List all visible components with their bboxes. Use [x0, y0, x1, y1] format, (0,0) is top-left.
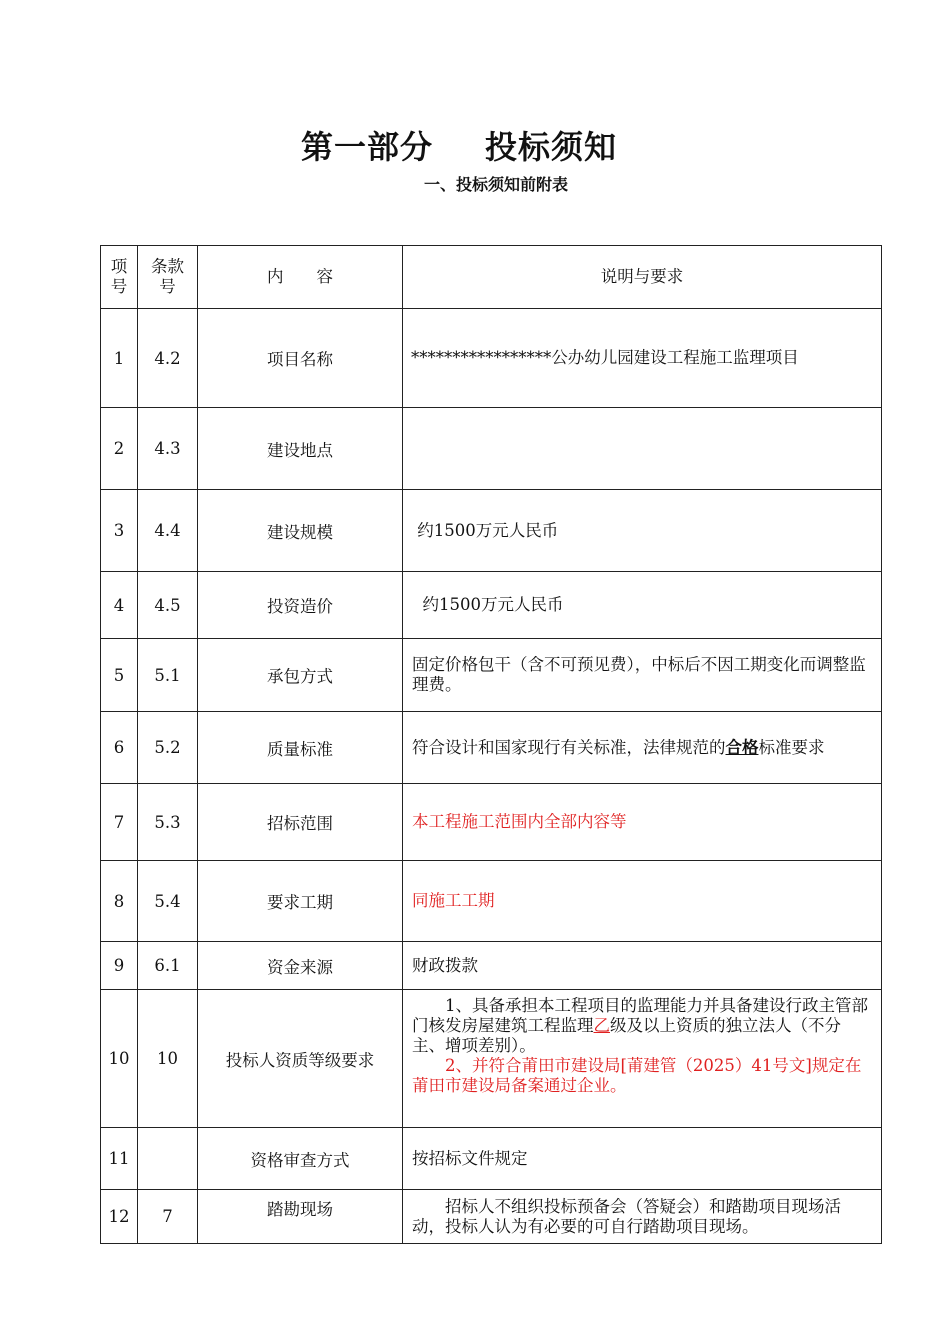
row-content: 建设规模	[198, 490, 403, 572]
table-row	[101, 1190, 882, 1244]
row-desc: 同施工工期	[403, 861, 882, 942]
quality-grade: 合格	[725, 737, 759, 757]
row-desc: 本工程施工范围内全部内容等	[403, 784, 882, 861]
row-content: 承包方式	[198, 639, 403, 712]
table-row	[101, 712, 882, 784]
quality-text: 符合设计和国家现行有关标准，法律规范的	[412, 737, 726, 757]
row-clause: 5.2	[138, 712, 198, 784]
row-desc: 约1500万元人民币	[403, 572, 882, 639]
row-content: 踏勘现场	[198, 1190, 403, 1244]
row-clause: 5.4	[138, 861, 198, 942]
qualification-para-1: 1、具备承担本工程项目的监理能力并具备建设行政主管部门核发房屋建筑工程监理乙级及以上资质的独立法人（不分主、增项差别）。	[412, 996, 868, 1055]
row-clause: 4.4	[138, 490, 198, 572]
row-clause: 5.3	[138, 784, 198, 861]
row-no: 12	[101, 1190, 138, 1244]
row-desc	[403, 712, 882, 784]
row-no: 2	[101, 408, 138, 490]
header-desc: 说明与要求	[403, 246, 882, 309]
row-content: 资金来源	[198, 942, 403, 990]
row-clause: 10	[138, 990, 198, 1128]
row-clause: 5.1	[138, 639, 198, 712]
row-content: 投资造价	[198, 572, 403, 639]
qualification-grade: 乙	[593, 1016, 610, 1035]
row-content: 建设地点	[198, 408, 403, 490]
row-content: 要求工期	[198, 861, 403, 942]
row-desc: 约1500万元人民币	[403, 490, 882, 572]
qualification-para-2: 2、并符合莆田市建设局[莆建管（2025）41号文]规定在莆田市建设局备案通过企业。	[412, 1056, 862, 1095]
row-clause: 6.1	[138, 942, 198, 990]
table-row	[101, 408, 882, 490]
table-row	[101, 309, 882, 408]
row-no: 5	[101, 639, 138, 712]
row-desc: 招标人不组织投标预备会（答疑会）和踏勘项目现场活动，投标人认为有必要的可自行踏勘项目现场。	[403, 1190, 882, 1244]
row-content: 项目名称	[198, 309, 403, 408]
quality-text-tail: 标准要求	[758, 737, 825, 757]
row-no: 9	[101, 942, 138, 990]
row-desc	[403, 990, 882, 1128]
table-row	[101, 861, 882, 942]
header-item-no: 项号	[101, 246, 138, 309]
row-desc: *****************公办幼儿园建设工程施工监理项目	[403, 309, 882, 408]
table-row	[101, 990, 882, 1128]
row-clause: 4.3	[138, 408, 198, 490]
row-no: 3	[101, 490, 138, 572]
row-no: 7	[101, 784, 138, 861]
table-row	[101, 1128, 882, 1190]
row-no: 10	[101, 990, 138, 1128]
row-desc: 财政拨款	[403, 942, 882, 990]
row-no: 11	[101, 1128, 138, 1190]
table-row	[101, 572, 882, 639]
row-no: 8	[101, 861, 138, 942]
title-part-2: 投标须知	[485, 128, 618, 166]
row-clause: 4.5	[138, 572, 198, 639]
table-row	[101, 784, 882, 861]
row-content: 资格审查方式	[198, 1128, 403, 1190]
row-no: 4	[101, 572, 138, 639]
row-content: 招标范围	[198, 784, 403, 861]
table-header-row	[101, 246, 882, 309]
page-subtitle: 一、投标须知前附表	[423, 175, 568, 194]
row-content: 投标人资质等级要求	[198, 990, 403, 1128]
page-title	[0, 122, 918, 168]
row-desc	[403, 408, 882, 490]
bid-notice-table	[100, 245, 882, 1244]
row-content: 质量标准	[198, 712, 403, 784]
row-desc: 固定价格包干（含不可预见费），中标后不因工期变化而调整监理费。	[403, 639, 882, 712]
header-clause-no: 条款号	[138, 246, 198, 309]
row-desc: 按招标文件规定	[403, 1128, 882, 1190]
header-content: 内 容	[198, 246, 403, 309]
title-part-1: 第一部分	[300, 128, 433, 166]
row-clause	[138, 1128, 198, 1190]
table-row	[101, 490, 882, 572]
row-clause: 7	[138, 1190, 198, 1244]
row-no: 6	[101, 712, 138, 784]
table-row	[101, 942, 882, 990]
row-no: 1	[101, 309, 138, 408]
row-clause: 4.2	[138, 309, 198, 408]
table-row	[101, 639, 882, 712]
